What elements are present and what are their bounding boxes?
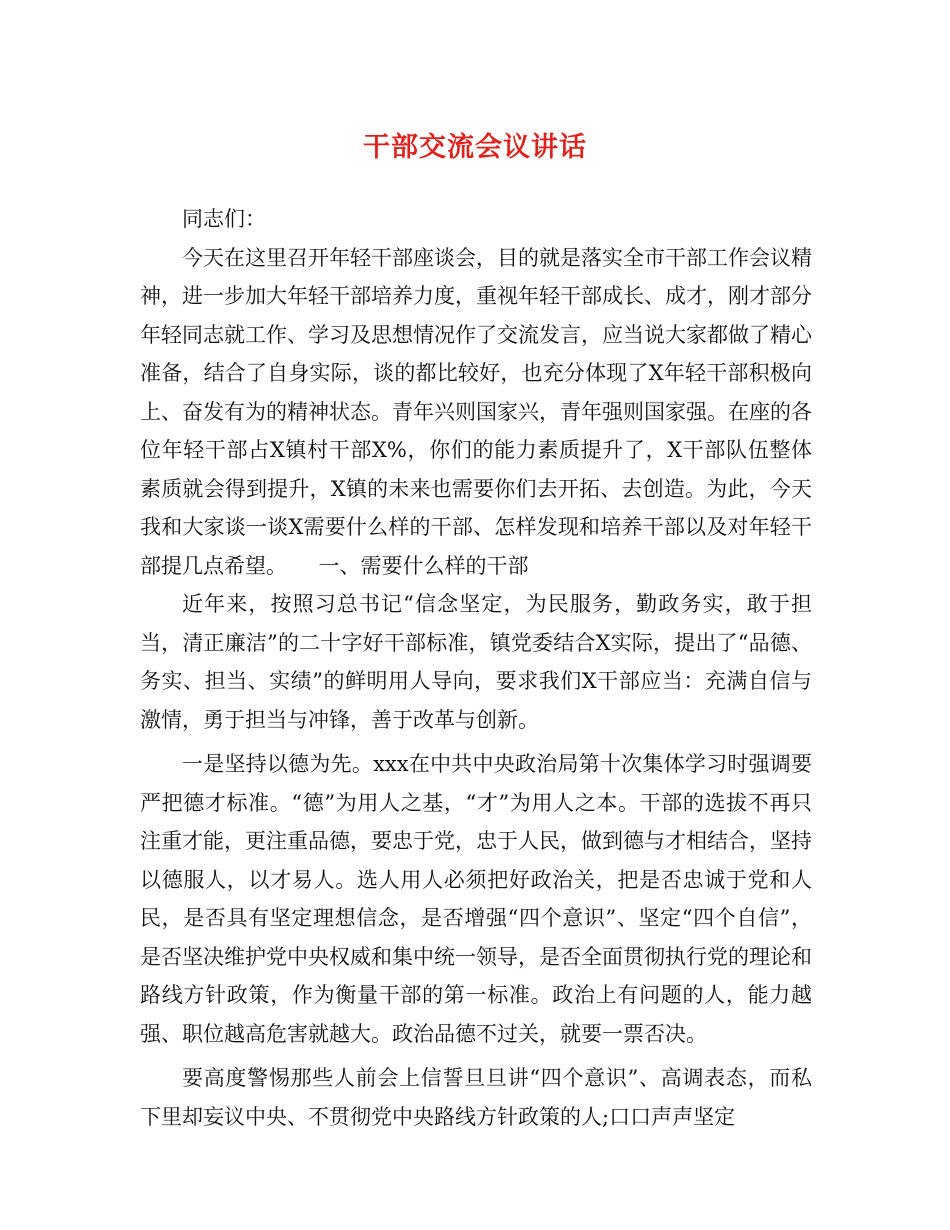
body-paragraph: 近年来，按照习总书记“信念坚定，为民服务，勤政务实，敢于担当，清正廉洁”的二十字好干部标准，镇党委结合X实际，提出了“品德、务实、担当、实绩”的鲜明用人导向，要求我们X干部应当：充满自信与激情，勇于担当与冲锋，善于改革与创新。 xyxy=(140,592,812,732)
salutation-paragraph: 同志们： xyxy=(182,207,266,231)
body-paragraph: 要高度警惕那些人前会上信誓旦旦讲“四个意识”、高调表态，而私下里却妄议中央、不贯彻党中央路线方针政策的人;口口声声坚定 xyxy=(140,1066,812,1129)
document-body xyxy=(140,200,812,1136)
document-title: 干部交流会议讲话 xyxy=(363,132,587,163)
body-paragraph: 一是坚持以德为先。xxx在中共中央政治局第十次集体学习时强调要严把德才标准。“德”为用人之基，“才”为用人之本。干部的选拔不再只注重才能，更注重品德，要忠于党，忠于人民，做到德与才相结合，坚持以德服人，以才易人。选人用人必须把好政治关，把是否忠诚于党和人民，是否具有坚定理想信念，是否增强“四个意识”、坚定“四个自信”，是否坚决维护党中央权威和集中统一领导，是否全面贯彻执行党的理论和路线方针政策，作为衡量干部的第一标准。政治上有问题的人，能力越强、职位越高危害就越大。政治品德不过关，就要一票否决。 xyxy=(140,752,812,1046)
body-paragraph: 今天在这里召开年轻干部座谈会，目的就是落实全市干部工作会议精神，进一步加大年轻干部培养力度，重视年轻干部成长、成才，刚才部分年轻同志就工作、学习及思想情况作了交流发言，应当说大家都做了精心准备，结合了自身实际，谈的都比较好，也充分体现了X年轻干部积极向上、奋发有为的精神状态。青年兴则国家兴，青年强则国家强。在座的各位年轻干部占X镇村干部X%，你们的能力素质提升了，X干部队伍整体素质就会得到提升，X镇的未来也需要你们去开拓、去创造。为此，今天我和大家谈一谈X需要什么样的干部、怎样发现和培养干部以及对年轻干部提几点希望。 一、需要什么样的干部 xyxy=(140,245,812,578)
